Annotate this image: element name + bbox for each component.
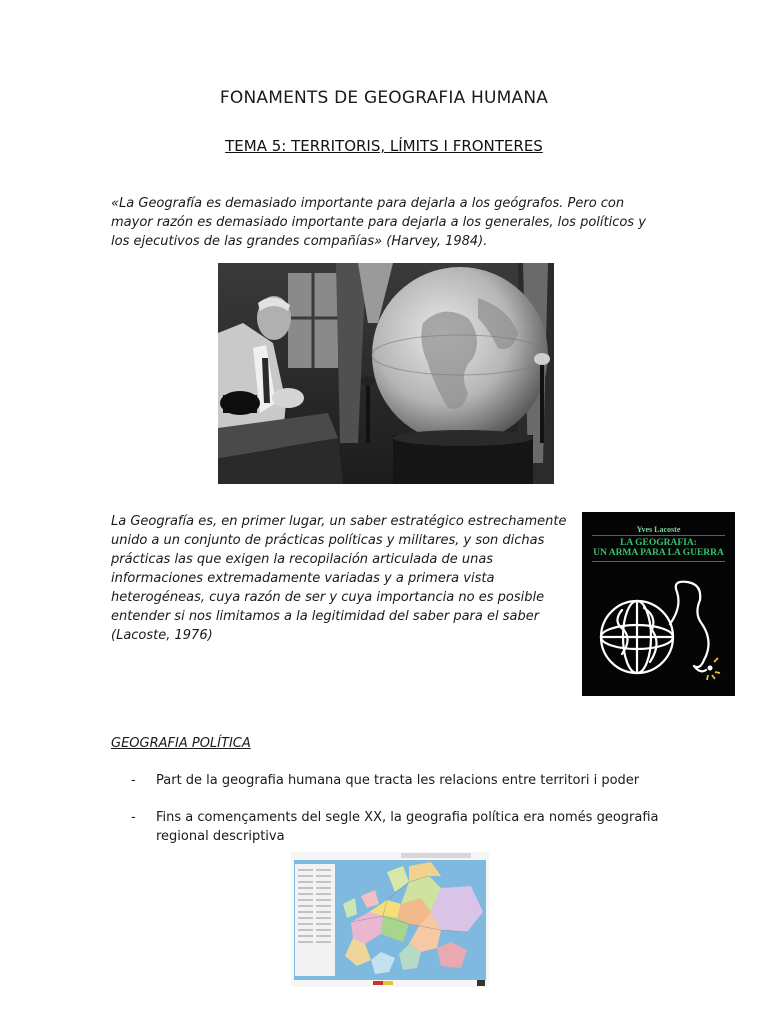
bullet-dash: -: [131, 810, 136, 825]
lacoste-quote: La Geografía es, en primer lugar, un saber estratégico estrechamente unido a un conjunto de prácticas políticas y militares, y son dichas prácticas las que exigen la recopilación articulada de unas informaciones extremadamente variadas y a primera vista heterogéneas, cuya razón de ser y cuya importancia no es posible entender si nos limitamos a la legitimidad del saber para el saber (Lacoste, 1976): [111, 514, 567, 643]
document-subtitle: TEMA 5: TERRITORIS, LÍMITS I FRONTERES: [225, 137, 543, 155]
europe-political-map: [291, 852, 489, 987]
bullet-dash: -: [131, 773, 136, 788]
globe-bomb-icon: [582, 512, 735, 696]
book-title-line1: LA GEOGRAFIA:: [620, 538, 697, 548]
bullet-text: Part de la geografia humana que tracta les relacions entre territori i poder: [156, 773, 640, 788]
document-title: FONAMENTS DE GEOGRAFIA HUMANA: [219, 88, 549, 108]
harvey-quote: «La Geografía es demasiado importante para dejarla a los geógrafos. Pero con mayor razón es demasiado importante para dejarla a los generales, los políticos y los ejecutivos de las grandes compañías» (Harvey, 1984).: [111, 196, 646, 249]
globe-photo: [218, 263, 554, 484]
globe-photo-drawing: [218, 263, 554, 484]
book-cover: [582, 512, 735, 696]
europe-map-drawing: [291, 852, 489, 987]
book-author: Yves Lacoste: [592, 525, 725, 536]
book-title-line2: UN ARMA PARA LA GUERRA: [593, 548, 724, 558]
bullet-text: Fins a començaments del segle XX, la geografia política era només geografia regional descriptiva: [156, 810, 659, 844]
section-heading: GEOGRAFIA POLÍTICA: [111, 736, 251, 751]
